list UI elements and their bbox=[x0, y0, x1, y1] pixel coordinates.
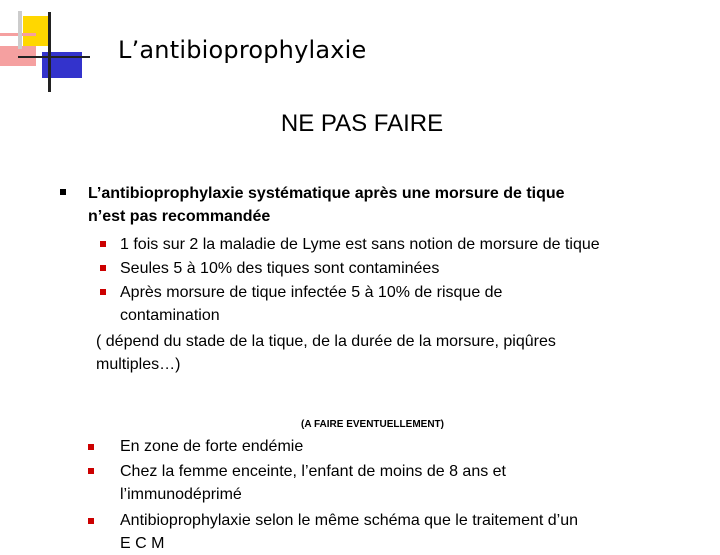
sub-bullet-marker bbox=[100, 265, 106, 271]
main-bullet-marker bbox=[60, 189, 66, 195]
second-bullet-marker bbox=[88, 518, 94, 524]
sub-bullet-2: Seules 5 à 10% des tiques sont contaminées bbox=[120, 260, 440, 277]
cut-off-line: E C M bbox=[120, 535, 165, 552]
note-line-1: ( dépend du stade de la tique, de la durée de la morsure, piqûres bbox=[96, 333, 556, 350]
slide-logo-decoration bbox=[0, 0, 90, 95]
slide-title: L’antibioprophylaxie bbox=[118, 36, 367, 64]
second-bullet-3: Antibioprophylaxie selon le même schéma que le traitement d’un bbox=[120, 512, 579, 529]
sub-bullet-3: Après morsure de tique infectée 5 à 10% de risque de bbox=[120, 284, 503, 301]
sub-bullet-1: 1 fois sur 2 la maladie de Lyme est sans notion de morsure de tique bbox=[120, 236, 600, 253]
small-heading: (A FAIRE EVENTUELLEMENT) bbox=[301, 419, 444, 430]
sub-bullet-marker bbox=[100, 241, 106, 247]
second-bullet-marker bbox=[88, 444, 94, 450]
sub-bullet-3-continuation: contamination bbox=[120, 307, 220, 324]
main-bullet-line-2: n’est pas recommandée bbox=[88, 208, 271, 225]
main-bullet-line-1: L’antibioprophylaxie systématique après une morsure de tique bbox=[88, 185, 565, 202]
sub-bullet-marker bbox=[100, 289, 106, 295]
note-line-2: multiples…) bbox=[96, 356, 181, 373]
second-bullet-1: En zone de forte endémie bbox=[120, 438, 304, 455]
second-bullet-2-continuation: l’immunodéprimé bbox=[120, 486, 242, 503]
slide-subtitle: NE PAS FAIRE bbox=[280, 110, 444, 137]
second-bullet-2: Chez la femme enceinte, l’enfant de moins de 8 ans et bbox=[120, 463, 506, 480]
second-bullet-marker bbox=[88, 468, 94, 474]
